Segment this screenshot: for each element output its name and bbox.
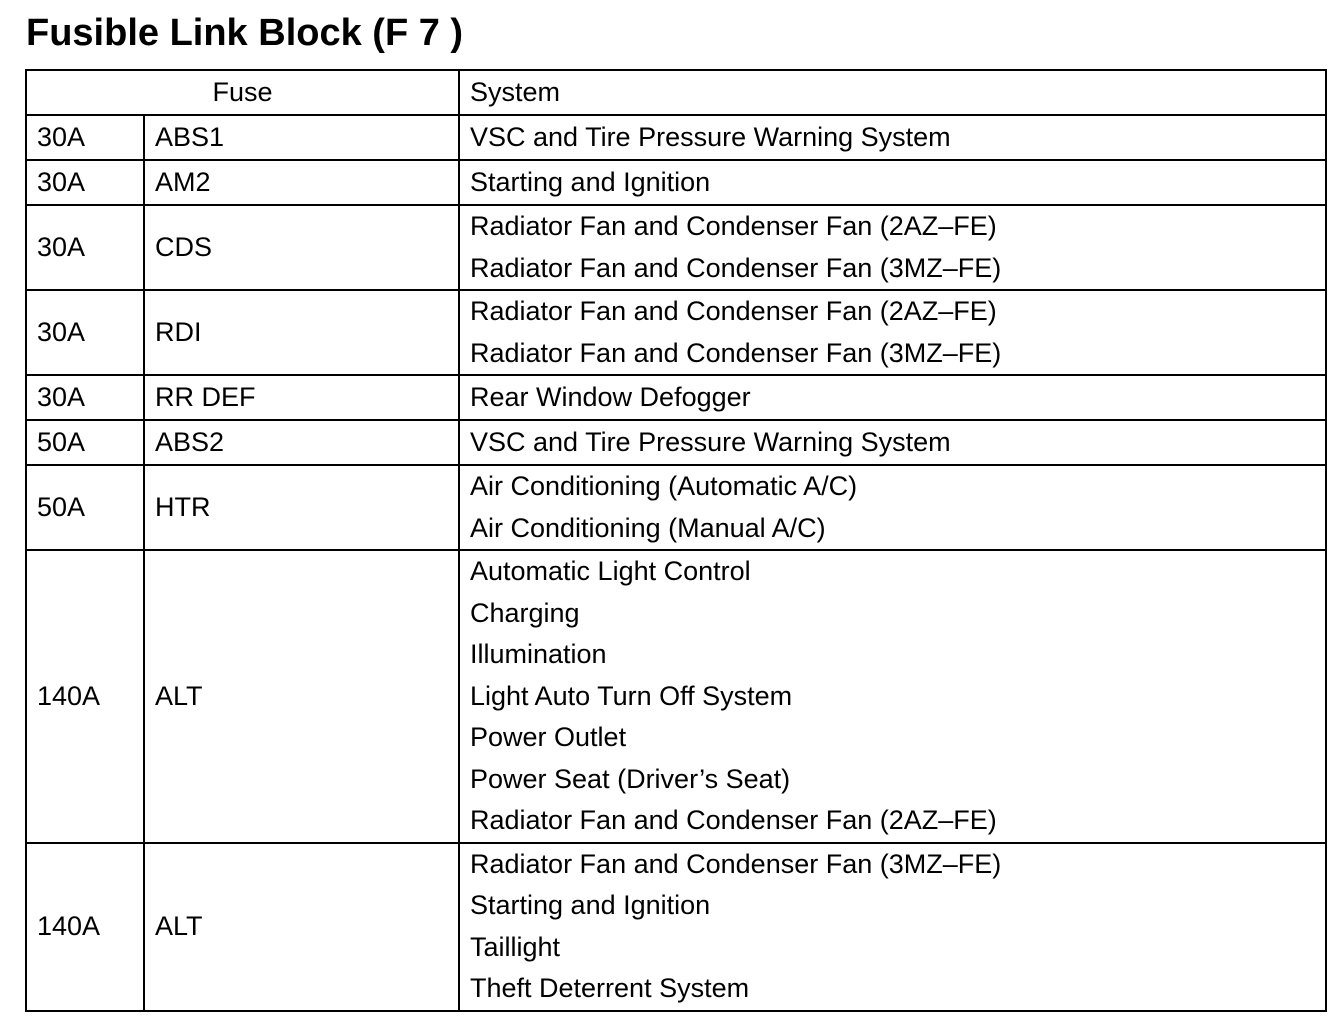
fuse-table-body [26,115,1326,1011]
fuse-column-header: Fuse [26,70,459,115]
fuse-name: ALT [144,843,459,1011]
fuse-amperage: 30A [26,290,144,375]
table-row [26,115,1326,160]
fuse-amperage: 140A [26,843,144,1011]
table-header-row [26,70,1326,115]
fuse-name: RDI [144,290,459,375]
fuse-amperage: 50A [26,420,144,465]
system-item: Rear Window Defogger [470,382,751,412]
fuse-amperage: 30A [26,375,144,420]
table-row [26,550,1326,843]
system-item: Charging [470,597,580,628]
system-item: Power Seat (Driver’s Seat) [470,763,791,794]
fuse-name: ABS1 [144,115,459,160]
fuse-amperage: 30A [26,160,144,205]
system-item: VSC and Tire Pressure Warning System [470,122,951,152]
fuse-amperage: 30A [26,205,144,290]
fuse-name: CDS [144,205,459,290]
table-row [26,375,1326,420]
fuse-name: AM2 [144,160,459,205]
fuse-table [25,69,1327,1012]
system-item: Radiator Fan and Condenser Fan (3MZ–FE) [470,337,1002,368]
system-item: Radiator Fan and Condenser Fan (2AZ–FE) [470,296,997,326]
page-title: Fusible Link Block (F 7 ) [26,12,464,54]
system-item: Automatic Light Control [470,556,751,586]
table-row [26,160,1326,205]
table-row [26,205,1326,290]
system-item: Power Outlet [470,722,627,752]
fuse-name: ALT [144,550,459,843]
table-row [26,290,1326,375]
fuse-name: ABS2 [144,420,459,465]
system-item: Starting and Ignition [470,890,711,920]
system-item: Illumination [470,639,607,669]
system-list [459,465,1326,550]
system-item: Starting and Ignition [470,167,711,197]
system-list [459,115,1326,160]
system-list [459,160,1326,205]
system-list [459,205,1326,290]
system-item: Radiator Fan and Condenser Fan (3MZ–FE) [470,848,1002,879]
system-list [459,375,1326,420]
system-item: VSC and Tire Pressure Warning System [470,427,951,457]
system-item: Radiator Fan and Condenser Fan (2AZ–FE) [470,211,997,241]
system-item: Theft Deterrent System [470,973,750,1003]
table-row [26,843,1326,1011]
system-item: Air Conditioning (Automatic A/C) [470,471,858,501]
fuse-name: RR DEF [144,375,459,420]
system-item: Air Conditioning (Manual A/C) [470,512,826,543]
system-item: Radiator Fan and Condenser Fan (3MZ–FE) [470,252,1002,283]
system-list [459,290,1326,375]
table-row [26,420,1326,465]
system-item: Light Auto Turn Off System [470,680,793,711]
fuse-amperage: 30A [26,115,144,160]
system-item: Radiator Fan and Condenser Fan (2AZ–FE) [470,805,997,835]
system-item: Taillight [470,931,561,962]
system-list [459,550,1326,843]
fuse-name: HTR [144,465,459,550]
system-column-header: System [459,70,1326,115]
system-list [459,420,1326,465]
fuse-amperage: 140A [26,550,144,843]
fuse-amperage: 50A [26,465,144,550]
system-list [459,843,1326,1011]
table-row [26,465,1326,550]
